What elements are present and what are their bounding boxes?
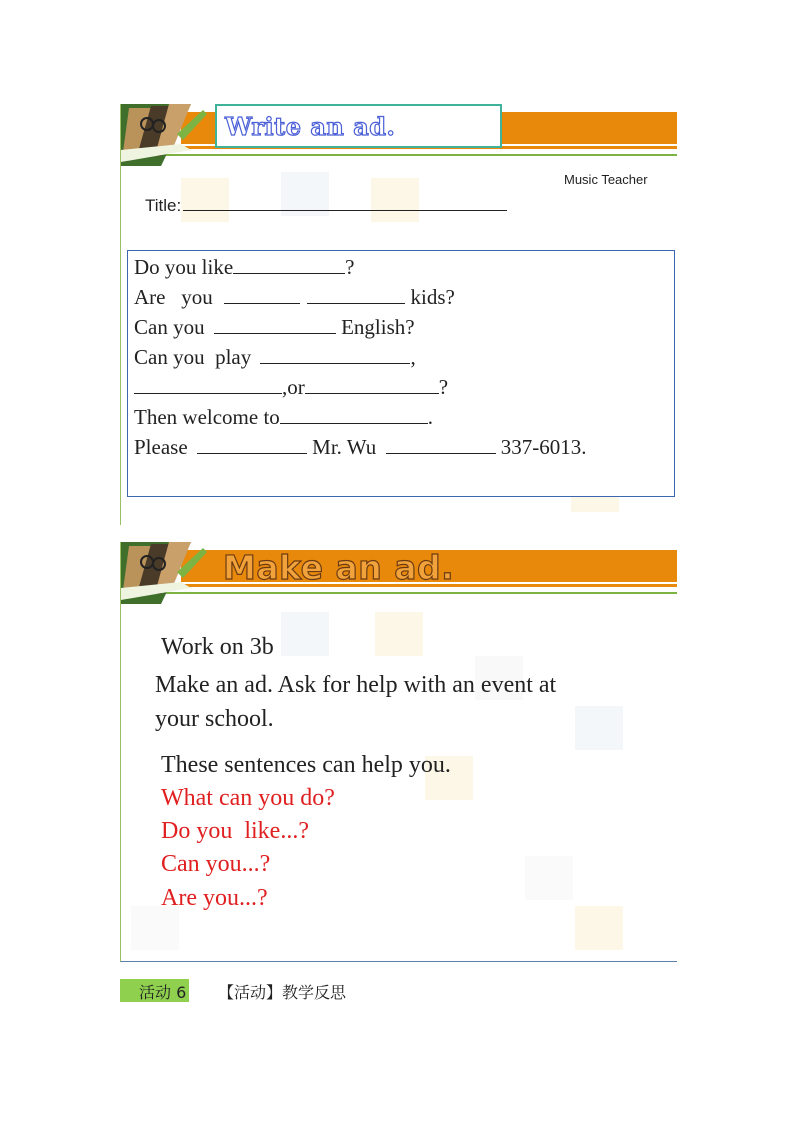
fill-blank [305,375,439,394]
ad-line-7 [134,435,587,460]
line-text: ? [345,255,355,279]
ad-line-5 [134,375,448,400]
instruction-line-2: your school. [155,706,274,732]
title-field [145,196,507,216]
line-text: ? [438,375,449,399]
corner-label: Music Teacher [564,172,648,187]
line-text: ,or [282,375,305,399]
slide-title: Write an ad. [225,112,396,141]
fill-blank [233,255,345,274]
activity-label: 【活动】教学反思 [218,983,347,1002]
fill-blank [224,285,300,304]
title-label: Title: [145,196,182,215]
line-text: Do you like [134,255,234,279]
fill-blank [260,345,410,364]
make-ad-slide [120,542,677,962]
ad-line-4 [134,345,416,370]
fill-blank [197,435,307,454]
ad-template-box [127,250,675,497]
instruction-line-1: Make an ad. Ask for help with an event at [155,672,557,698]
ad-line-1 [134,255,354,280]
prompt-3: Can you...? [161,851,271,877]
line-text: . [427,405,434,429]
line-text: 337-6013. [500,435,587,459]
fill-blank [386,435,496,454]
fill-blank [134,375,282,394]
activity-number: 活动 6 [139,983,187,1002]
prompt-1: What can you do? [161,785,335,811]
ad-line-6 [134,405,433,430]
fill-blank [307,285,405,304]
task-text: Work on 3b [161,634,274,660]
line-text: kids? [410,285,455,309]
line-text: Then welcome to [134,405,280,429]
line-text: Are you [134,285,213,309]
fill-blank [214,315,336,334]
title-blank [183,196,507,211]
fill-blank [280,405,428,424]
line-text: , [410,345,416,369]
line-text: Can you [134,315,205,339]
photo-collage-icon [121,104,211,166]
prompt-4: Are you...? [161,885,268,911]
line-text: Mr. Wu [312,435,377,459]
slide-title: Make an ad. [223,548,455,587]
ad-line-2 [134,285,455,310]
write-ad-slide [120,104,677,525]
prompt-2: Do you like...? [161,818,309,844]
line-text: Can you play [134,345,252,369]
help-intro: These sentences can help you. [161,752,451,778]
line-text: English? [341,315,415,339]
ad-line-3 [134,315,415,340]
slide-title-box [215,104,502,148]
photo-collage-icon [121,542,211,604]
line-text: Please [134,435,188,459]
